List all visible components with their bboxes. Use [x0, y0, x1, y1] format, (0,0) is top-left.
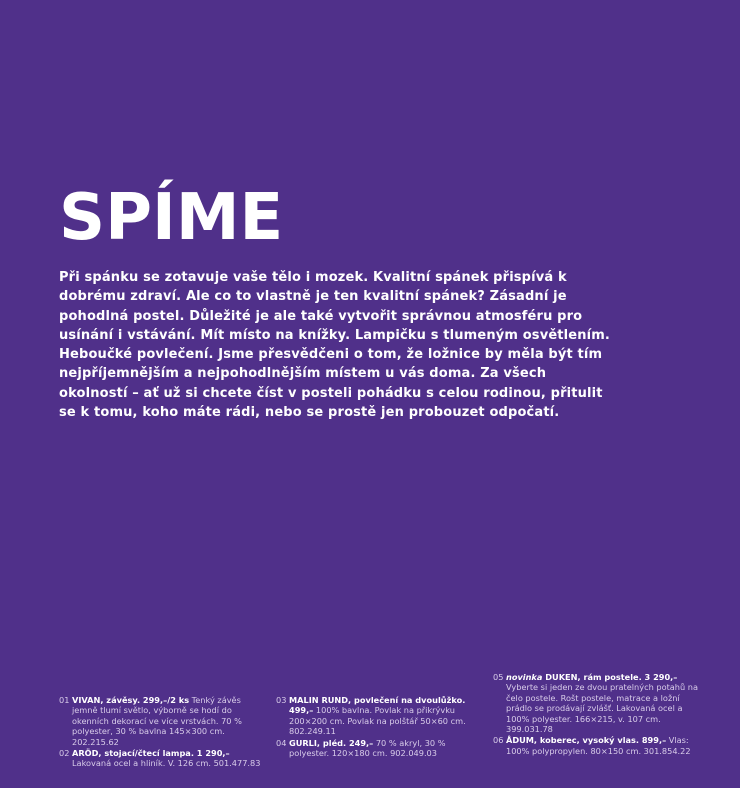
product-name: VIVAN, závěsy. 299,–/2 ks — [72, 695, 190, 705]
product-item-04 — [276, 738, 486, 759]
page-title: SPÍME — [59, 181, 284, 255]
intro-paragraph: Při spánku se zotavuje vaše tělo i mozek. Kvalitní spánek přispívá k dobrému zdraví. Ale co to vlastně je ten kvalitní spánek? Zásadní je pohodlná postel. Důležité je ale také vytvořit správnou atmosféru pro usínání i vstávání. Mít místo na knížky. Lampičku s tlumeným osvětlením. Heboučké povlečení. Jsme přesvědčeni o tom, že ložnice by měla být tím nejpříjemnějším a nejpohodlnějším místem u vás doma. Za všech okolností – ať už si chcete číst v posteli pohádku s celou rodinou, přitulit se k tomu, koho máte rádi, nebo se prostě jen probouzet odpočatí. — [59, 270, 611, 421]
product-name: DUKEN, rám postele. 3 290,– — [542, 672, 678, 682]
product-column-3 — [493, 672, 703, 756]
product-description: Vlas: 100% polypropylen. 80×150 cm. 301.854.22 — [506, 735, 691, 756]
new-product-label: novinka — [506, 672, 543, 682]
product-number: 06 — [493, 735, 504, 746]
product-description: Tenký závěs jemně tlumí světlo, výborně se hodí do okenních dekorací ve více vrstvách. 70 % polyester, 30 % bavlna 145×300 cm. 202.215.62 — [72, 695, 242, 747]
product-description: Vyberte si jeden ze dvou pratelných potahů na čelo postele. Rošt postele, matrace a ložní prádlo se prodávají zvlášť. Lakovaná ocel a 100% polyester. 166×215, v. 107 cm. 399.031.78 — [506, 682, 698, 735]
product-name: MALIN RUND, povlečení na dvoulůžko. 499,– — [289, 695, 466, 716]
product-item-02 — [59, 748, 267, 769]
product-column-2 — [276, 695, 486, 758]
product-description: 100% bavlna. Povlak na přikrývku 200×200 cm. Povlak na polštář 50×60 cm. 802.249.11 — [289, 705, 466, 737]
product-name: GURLI, pléd. 249,– — [289, 737, 374, 748]
product-description: 70 % akryl, 30 % polyester. 120×180 cm. 902.049.03 — [289, 737, 446, 759]
product-description: Lakovaná ocel a hliník. V. 126 cm. 501.477.83 — [72, 758, 261, 769]
product-item-06 — [493, 735, 703, 756]
product-number: 02 — [59, 748, 70, 759]
product-name: ÅDUM, koberec, vysoký vlas. 899,– — [506, 735, 667, 746]
product-item-03 — [276, 695, 486, 737]
product-item-01 — [59, 695, 267, 747]
product-name: ARÖD, stojací/čtecí lampa. 1 290,– — [72, 748, 230, 759]
product-number: 05 — [493, 672, 504, 682]
product-number: 01 — [59, 695, 70, 705]
product-number: 03 — [276, 695, 287, 705]
product-number: 04 — [276, 737, 287, 748]
product-item-05 — [493, 672, 703, 734]
product-column-1 — [59, 695, 267, 769]
